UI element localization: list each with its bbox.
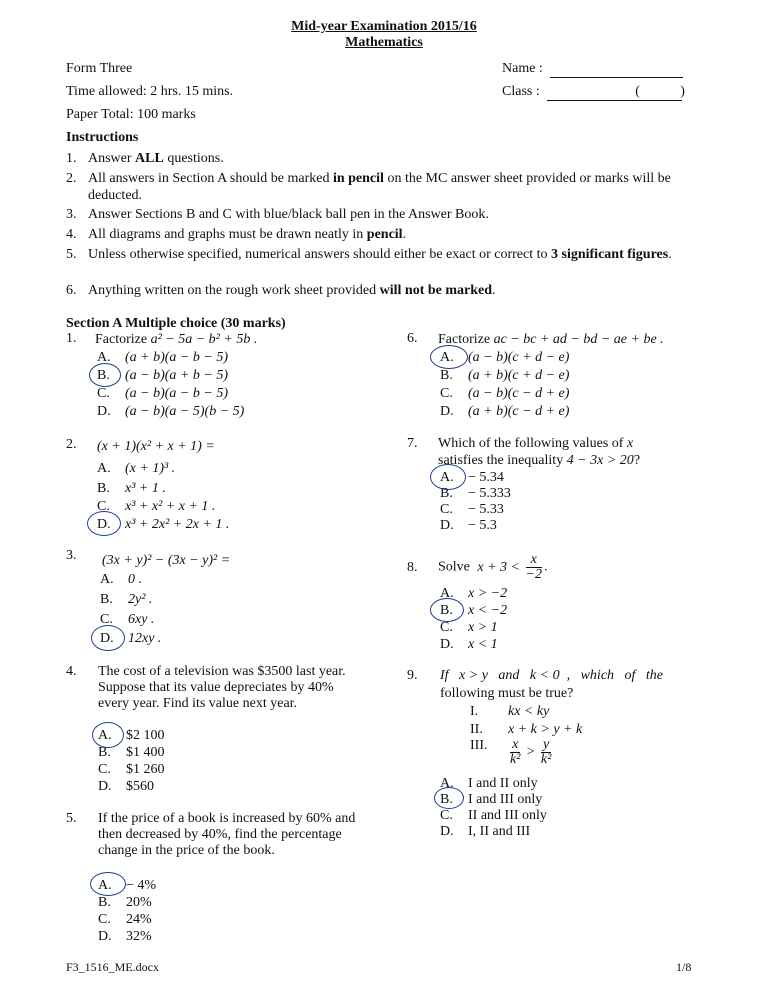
class-label: Class : <box>502 84 540 99</box>
q5-option-c: C. 24% <box>98 912 152 927</box>
instructions-heading: Instructions <box>66 130 139 145</box>
q1-option-d: D. (a − b)(a − 5)(b − 5) <box>97 404 245 419</box>
q5-option-b: B. 20% <box>98 895 152 910</box>
q9-statement-3: III. $\frac{x}{\text{k²}}$ > $\frac{y}{\text{k²}}$ <box>470 737 552 767</box>
q3-option-a: A. 0 . <box>100 572 142 587</box>
q9-text-line2: following must be true? <box>440 686 574 701</box>
exam-title: Mid-year Examination 2015/16 <box>291 19 477 34</box>
q9-option-d: D. I, II and III <box>440 824 531 839</box>
q6-prompt: Factorize ac − bc + ad − bd − ae + be . <box>438 332 664 347</box>
q9-option-c: C. II and III only <box>440 808 547 823</box>
q7-option-d: D. − 5.3 <box>440 518 497 533</box>
q8-option-d: D. x < 1 <box>440 637 498 652</box>
q3-expression: (3x + y)² − (3x − y)² = <box>102 553 231 568</box>
section-a-title: Section A Multiple choice (30 marks) <box>66 316 286 331</box>
q1-option-c: C. (a − b)(a − b − 5) <box>97 386 228 401</box>
q4-option-d: D. $560 <box>98 779 154 794</box>
q7-text-line1: Which of the following values of x <box>438 436 634 451</box>
q5-number: 5. <box>66 811 77 826</box>
form-label: Form Three <box>66 61 133 76</box>
q7-option-a: A. − 5.34 <box>440 470 504 485</box>
q4-number: 4. <box>66 664 77 679</box>
q9-option-b: B. I and III only <box>440 792 543 807</box>
name-field <box>502 61 683 78</box>
name-blank <box>550 61 683 78</box>
instruction-6: 6. Anything written on the rough work sheet provided will not be marked. <box>66 283 496 298</box>
q5-option-a: A. − 4% <box>98 878 157 893</box>
q3-number: 3. <box>66 548 77 563</box>
instruction-2: 2. All answers in Section A should be marked in pencil on the MC answer sheet provided or marks will be deducted. <box>66 171 671 203</box>
class-blank: ( ) <box>547 84 682 101</box>
q8-number: 8. <box>407 560 418 575</box>
q7-number: 7. <box>407 436 418 451</box>
q1-option-a: A. (a + b)(a − b − 5) <box>97 350 228 365</box>
q4-option-b: B. $1 400 <box>98 745 165 760</box>
q9-text-line1: If x > y and k < 0 , which of the <box>440 668 664 683</box>
q8-fraction: $\frac{x}{-2}$ <box>525 552 542 582</box>
name-label: Name : <box>502 61 543 76</box>
instruction-5: 5. Unless otherwise specified, numerical answers should either be exact or correct to 3 significant figures. <box>66 247 672 262</box>
instruction-1: 1. Answer ALL questions. <box>66 151 224 166</box>
q5-option-d: D. 32% <box>98 929 152 944</box>
instruction-4: 4. All diagrams and graphs must be drawn neatly in pencil. <box>66 227 407 242</box>
q9-statement-1: I. kx < ky <box>470 704 550 719</box>
q8-prompt: Solve x + 3 < $\frac{x}{-2}$ . <box>438 552 548 582</box>
q3-option-b: B. 2y² . <box>100 592 153 607</box>
q4-text: The cost of a television was $3500 last year. Suppose that its value depreciates by 40% every year. Find its value next year. <box>98 664 346 711</box>
q1-option-b: B. (a − b)(a + b − 5) <box>97 368 228 383</box>
q9-statement-2: II. x + k > y + k <box>470 722 583 737</box>
q6-option-b: B. (a + b)(c + d − e) <box>440 368 570 383</box>
instruction-3: 3. Answer Sections B and C with blue/black ball pen in the Answer Book. <box>66 207 489 222</box>
q9-option-a: A. I and II only <box>440 776 538 791</box>
q8-option-a: A. x > −2 <box>440 586 508 601</box>
q6-option-c: C. (a − b)(c − d + e) <box>440 386 570 401</box>
class-field <box>502 84 685 101</box>
footer-filename: F3_1516_ME.docx <box>66 960 159 974</box>
q2-option-c: C. x³ + x² + x + 1 . <box>97 499 216 514</box>
q2-option-a: A. (x + 1)³ . <box>97 461 176 476</box>
q1-number: 1. <box>66 331 77 346</box>
q6-option-d: D. (a + b)(c − d + e) <box>440 404 570 419</box>
q7-option-b: B. − 5.333 <box>440 486 511 501</box>
q2-expression: (x + 1)(x² + x + 1) = <box>97 439 215 454</box>
q3-option-d: D. 12xy . <box>100 631 162 646</box>
q3-option-c: C. 6xy . <box>100 612 155 627</box>
q5-text: If the price of a book is increased by 60% and then decreased by 40%, find the percentage change in the price of the book. <box>98 811 356 858</box>
paper-total: Paper Total: 100 marks <box>66 107 196 122</box>
q9-number: 9. <box>407 668 418 683</box>
q8-option-b: B. x < −2 <box>440 603 508 618</box>
q2-option-b: B. x³ + 1 . <box>97 481 166 496</box>
time-allowed: Time allowed: 2 hrs. 15 mins. <box>66 84 234 99</box>
exam-subject: Mathematics <box>345 35 423 50</box>
q2-option-d: D. x³ + 2x² + 2x + 1 . <box>97 517 230 532</box>
q4-option-a: A. $2 100 <box>98 728 165 743</box>
q8-option-c: C. x > 1 <box>440 620 498 635</box>
q7-text-line2: satisfies the inequality 4 − 3x > 20? <box>438 453 641 468</box>
q2-number: 2. <box>66 437 77 452</box>
q7-option-c: C. − 5.33 <box>440 502 504 517</box>
footer-page-number: 1/8 <box>676 960 692 974</box>
q6-number: 6. <box>407 331 418 346</box>
q6-option-a: A. (a − b)(c + d − e) <box>440 350 570 365</box>
q1-prompt: Factorize a² − 5a − b² + 5b . <box>95 332 258 347</box>
q4-option-c: C. $1 260 <box>98 762 165 777</box>
